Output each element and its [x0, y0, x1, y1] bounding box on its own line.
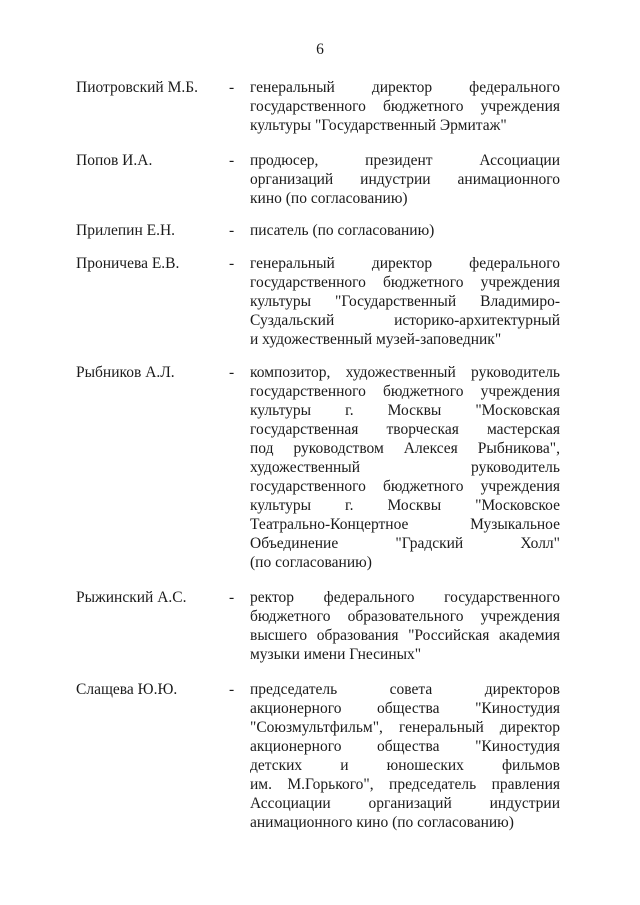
dash-separator: - [229, 364, 235, 381]
description-line: продюсер, президент Ассоциации [250, 152, 560, 169]
description-line: акционерного общества "Киностудия [250, 700, 560, 717]
dash-separator: - [229, 79, 235, 96]
dash-separator: - [229, 222, 235, 239]
description-line: культуры г. Москвы "Московская [250, 402, 560, 419]
description-line: им. М.Горького", председатель правления [250, 776, 560, 793]
description-line: писатель (по согласованию) [250, 222, 435, 239]
person-name: Пиотровский М.Б. [76, 79, 199, 96]
person-description [250, 588, 560, 664]
person-name: Рыбников А.Л. [76, 364, 175, 381]
description-line: художественный руководитель [250, 459, 560, 476]
dash-separator: - [229, 255, 235, 272]
description-line: бюджетного образовательного учреждения [250, 608, 560, 625]
description-line: и художественный музей-заповедник" [250, 331, 502, 348]
person-description [250, 680, 560, 832]
person-name: Проничева Е.В. [76, 255, 180, 272]
person-description [250, 221, 560, 240]
description-line: "Союзмультфильм", генеральный директор [250, 719, 560, 736]
description-line: композитор, художественный руководитель [250, 364, 560, 381]
description-line: государственного бюджетного учреждения [250, 383, 560, 400]
description-line: культуры "Государственный Владимиро- [250, 293, 560, 310]
person-description [250, 254, 560, 349]
description-line: государственного бюджетного учреждения [250, 274, 560, 291]
description-line: председатель совета директоров [250, 681, 560, 698]
description-line: акционерного общества "Киностудия [250, 738, 560, 755]
person-description [250, 151, 560, 208]
description-line: Ассоциации организаций индустрии [250, 795, 560, 812]
description-line: музыки имени Гнесиных" [250, 646, 422, 663]
description-line: государственного бюджетного учреждения [250, 98, 560, 115]
description-line: государственного бюджетного учреждения [250, 478, 560, 495]
description-line: кино (по согласованию) [250, 190, 408, 207]
person-name: Рыжинский А.С. [76, 589, 187, 606]
dash-separator: - [229, 589, 235, 606]
description-line: Объединение "Градский Холл" [250, 535, 560, 552]
dash-separator: - [229, 681, 235, 698]
description-line: генеральный директор федерального [250, 79, 560, 96]
person-name: Прилепин Е.Н. [76, 222, 176, 239]
description-line: Суздальский историко-архитектурный [250, 312, 560, 329]
description-line: государственная творческая мастерская [250, 421, 560, 438]
description-line: генеральный директор федерального [250, 255, 560, 272]
description-line: ректор федерального государственного [250, 589, 560, 606]
page-number: 6 [316, 41, 324, 58]
description-line: (по согласованию) [250, 554, 372, 571]
description-line: культуры г. Москвы "Московское [250, 497, 560, 514]
description-line: высшего образования "Российская академия [250, 627, 560, 644]
description-line: анимационного кино (по согласованию) [250, 814, 514, 831]
description-line: под руководством Алексея Рыбникова", [250, 440, 560, 457]
description-line: культуры "Государственный Эрмитаж" [250, 117, 507, 134]
description-line: организаций индустрии анимационного [250, 171, 560, 188]
description-line: детских и юношеских фильмов [250, 757, 560, 774]
person-description [250, 78, 560, 135]
dash-separator: - [229, 152, 235, 169]
person-name: Попов И.А. [76, 152, 153, 169]
person-description [250, 363, 560, 572]
person-name: Слащева Ю.Ю. [76, 681, 178, 698]
description-line: Театрально-Концертное Музыкальное [250, 516, 560, 533]
